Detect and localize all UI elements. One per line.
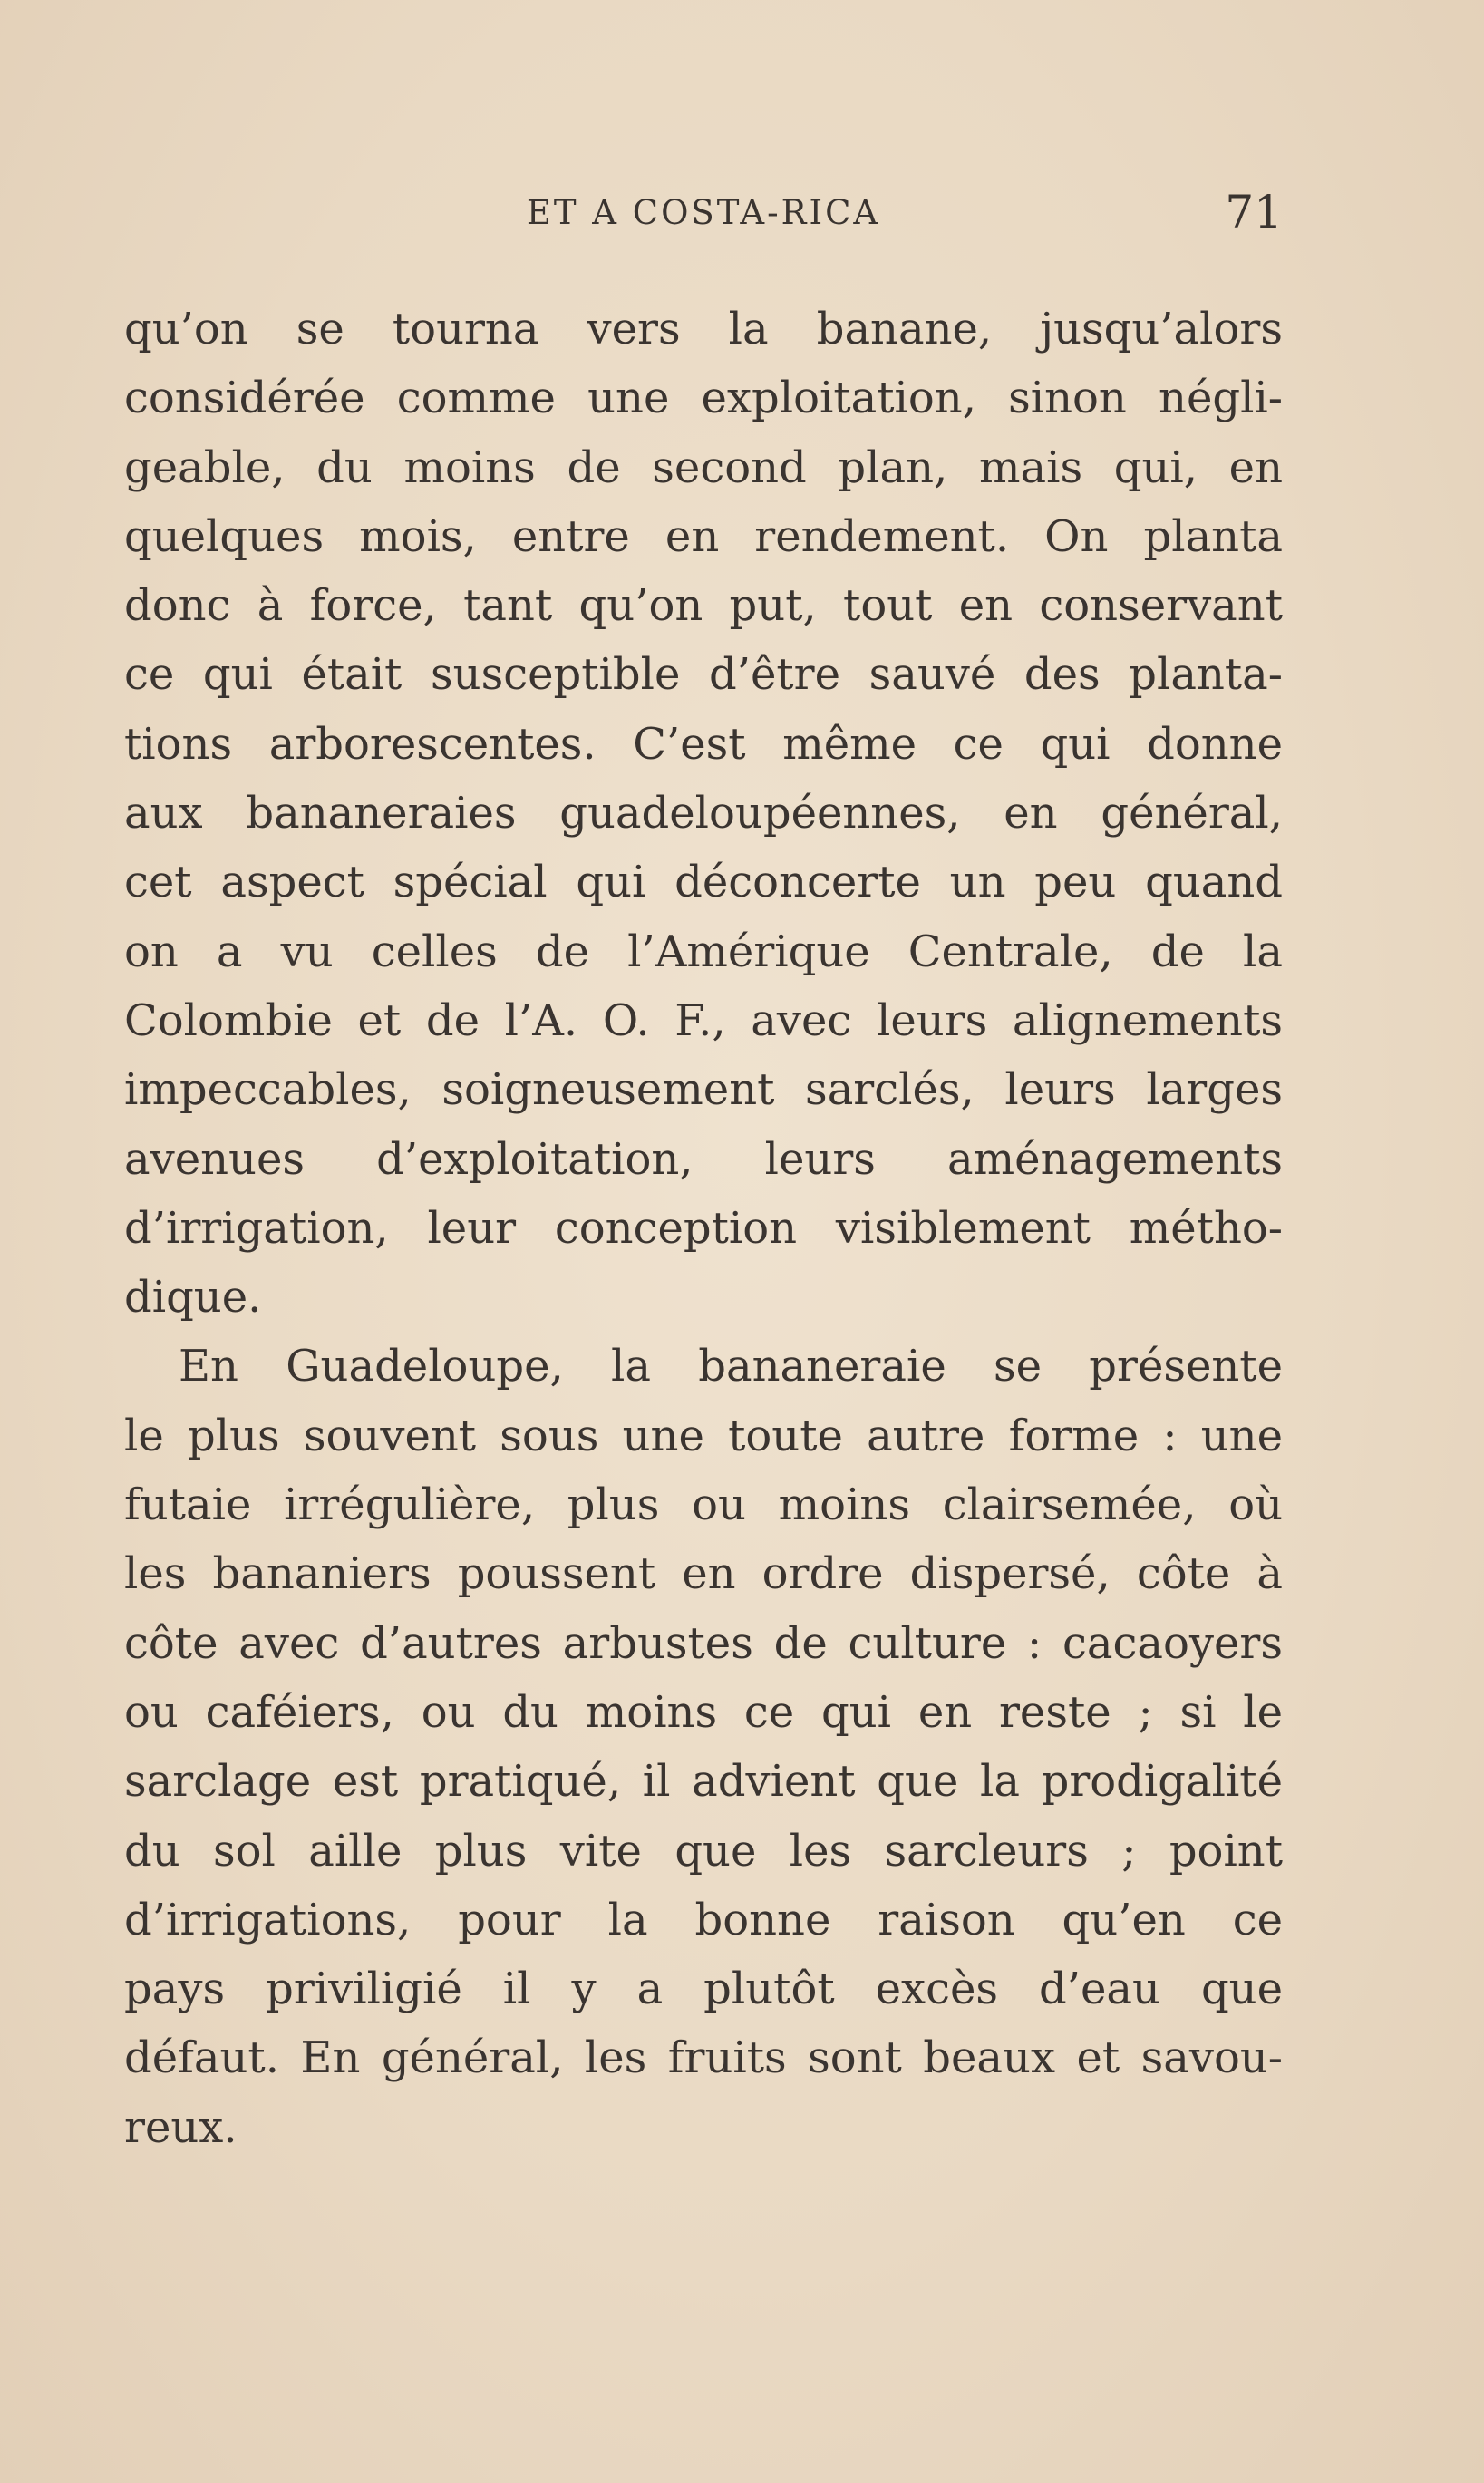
text-line: dique. (124, 1272, 262, 1324)
text-line: tions arborescentes. C’est même ce qui donne (124, 718, 1283, 770)
text-line: En Guadeloupe, la bananeraie se présente (179, 1341, 1283, 1392)
text-line: ce qui était susceptible d’être sauvé des planta- (124, 649, 1283, 701)
text-line: ou caféiers, ou du moins ce qui en reste ; si le (124, 1686, 1283, 1738)
text-line: quelques mois, entre en rendement. On planta (124, 510, 1283, 562)
text-line: considérée comme une exploitation, sinon négli- (124, 373, 1283, 424)
text-line: le plus souvent sous une toute autre forme : une (124, 1410, 1283, 1461)
text-line: on a vu celles de l’Amérique Centrale, de la (124, 926, 1283, 977)
paragraph (124, 295, 1283, 1332)
paragraph (124, 1332, 1283, 2162)
text-line: sarclage est pratiqué, il advient que la prodigalité (124, 1756, 1283, 1808)
text-line: du sol aille plus vite que les sarcleurs ; point (124, 1825, 1283, 1877)
text-line: impeccables, soigneusement sarclés, leurs larges (124, 1064, 1283, 1116)
text-line: qu’on se tourna vers la banane, jusqu’alors (124, 304, 1283, 354)
text-line: côte avec d’autres arbustes de culture : cacaoyers (124, 1617, 1283, 1669)
text-line: les bananiers poussent en ordre dispersé, côte à (124, 1548, 1283, 1600)
text-line: Colombie et de l’A. O. F., avec leurs alignements (124, 994, 1283, 1046)
text-line: défaut. En général, les fruits sont beaux et savou- (124, 2032, 1283, 2084)
text-line: aux bananeraies guadeloupéennes, en général, (124, 788, 1283, 839)
text-line: d’irrigation, leur conception visiblement métho- (124, 1202, 1283, 1254)
running-head (124, 186, 1283, 240)
text-line: d’irrigations, pour la bonne raison qu’en ce (124, 1894, 1283, 1945)
text-line: avenues d’exploitation, leurs aménagements (124, 1133, 1283, 1185)
text-line: pays priviligié il y a plutôt excès d’eau que (124, 1964, 1283, 2015)
page-number: 71 (1225, 186, 1283, 238)
text-line: geable, du moins de second plan, mais qui, en (124, 441, 1283, 493)
text-line: donc à force, tant qu’on put, tout en conservant (124, 580, 1283, 632)
body-text (124, 295, 1283, 2162)
text-line: reux. (124, 2101, 238, 2153)
running-title: ET A COSTA-RICA (526, 193, 881, 232)
text-line: futaie irrégulière, plus ou moins clairsemée, où (124, 1479, 1283, 1531)
text-line: cet aspect spécial qui déconcerte un peu quand (124, 857, 1283, 908)
